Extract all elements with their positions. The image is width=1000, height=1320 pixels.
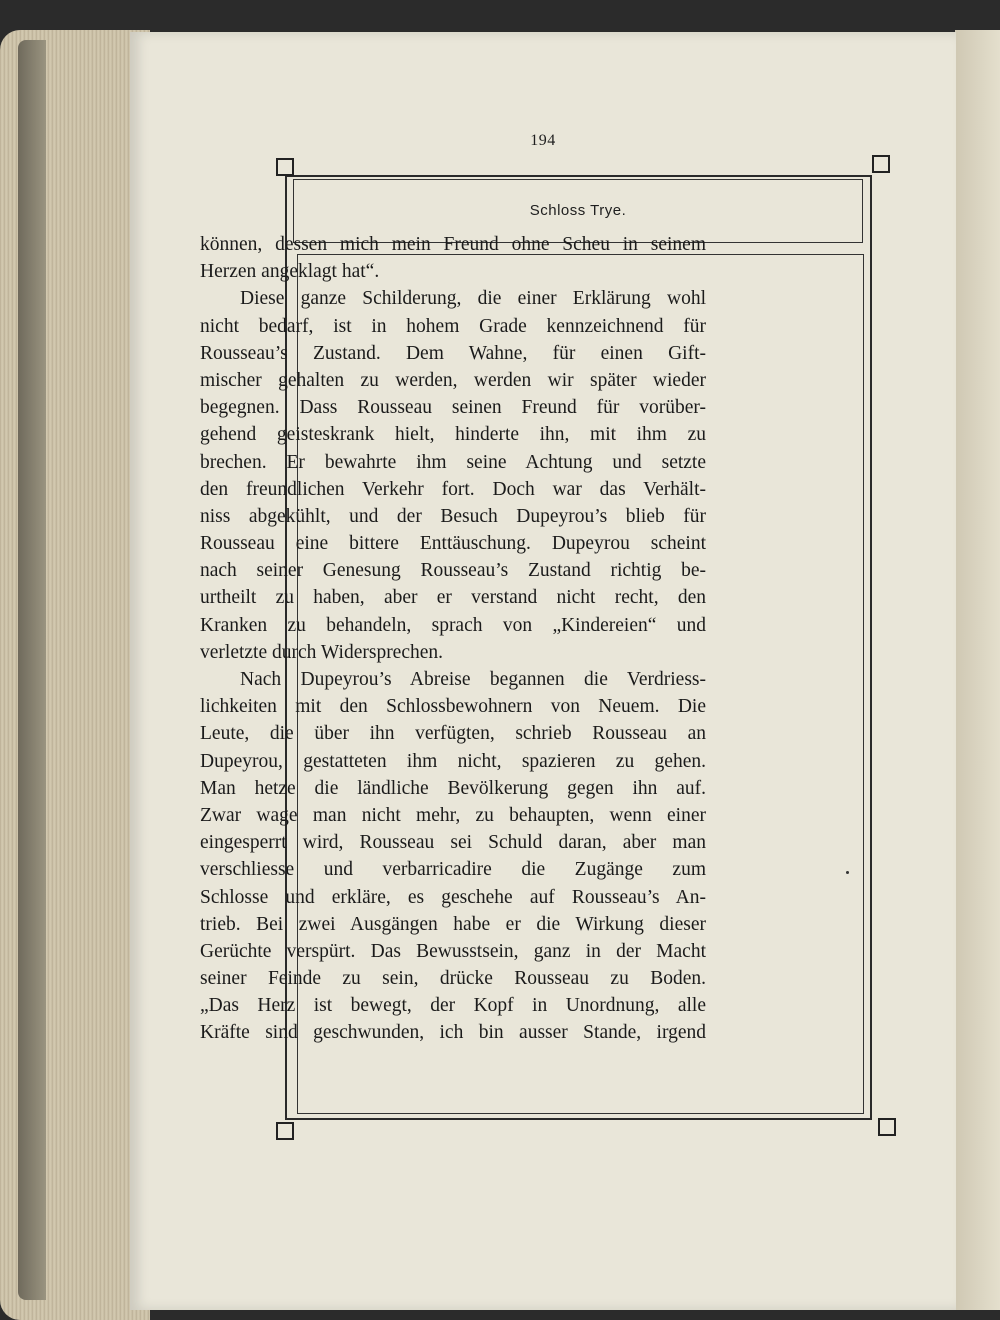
text-line: Schlosse und erkläre, es geschehe auf Rousseau’s An- [200,886,706,908]
text-line: niss abgekühlt, und der Besuch Dupeyrou’s blieb für [200,505,706,527]
text-line: Rousseau’s Zustand. Dem Wahne, für einen Gift- [200,342,706,364]
frame-corner-bottom-right [878,1118,896,1136]
text-line: urtheilt zu haben, aber er verstand nicht recht, den [200,587,706,609]
frame-top-line [285,175,872,177]
text-line: trieb. Bei zwei Ausgängen habe er die Wirkung dieser [200,913,706,935]
text-line: eingesperrt wird, Rousseau sei Schuld daran, aber man [200,832,706,854]
text-line: Man hetze die ländliche Bevölkerung gegen ihn auf. [200,777,706,799]
frame-right-line [870,175,872,1120]
page-number: 194 [530,132,556,149]
text-line: Herzen angeklagt hat“. [200,261,380,283]
text-line: mischer gehalten zu werden, werden wir später wieder [200,369,706,391]
text-line: Dupeyrou, gestatteten ihm nicht, spazieren zu gehen. [200,750,706,772]
book-spine [18,40,46,1300]
text-line: Kräfte sind geschwunden, ich bin ausser Stande, irgend [200,1022,706,1044]
adjacent-page [955,30,1000,1310]
text-line: brechen. Er bewahrte ihm seine Achtung und setzte [200,451,706,473]
text-line: Leute, die über ihn verfügten, schrieb Rousseau an [200,723,706,745]
frame-corner-top-left [276,158,294,176]
text-line: verletzte durch Widersprechen. [200,641,444,663]
frame-corner-bottom-left [276,1122,294,1140]
text-line: lichkeiten mit den Schlossbewohnern von Neuem. Die [200,696,706,718]
frame-corner-top-right [872,155,890,173]
text-line: Rousseau eine bittere Enttäuschung. Dupeyrou scheint [200,533,706,555]
text-line: „Das Herz ist bewegt, der Kopf in Unordnung, alle [200,995,706,1017]
text-line: verschliesse und verbarricadire die Zugänge zum [200,859,706,881]
body-text [200,231,706,1047]
text-line: nicht bedarf, ist in hohem Grade kennzeichnend für [200,315,706,337]
text-line: nach seiner Genesung Rousseau’s Zustand richtig be- [200,560,706,582]
ink-speck [846,871,849,874]
text-line: Diese ganze Schilderung, die einer Erklärung wohl [240,288,706,310]
text-line: gehend geisteskrank hielt, hinderte ihn, mit ihm zu [200,424,706,446]
text-line: Gerüchte verspürt. Das Bewusstsein, ganz in der Macht [200,940,706,962]
text-line: seiner Feinde zu sein, drücke Rousseau zu Boden. [200,968,706,990]
text-line: Kranken zu behandeln, sprach von „Kindereien“ und [200,614,706,636]
text-line: Zwar wage man nicht mehr, zu behaupten, wenn einer [200,804,706,826]
text-line: können, dessen mich mein Freund ohne Scheu in seinem [200,234,706,255]
text-line: begegnen. Dass Rousseau seinen Freund für vorüber- [200,397,706,419]
running-header: Schloss Trye. [529,202,627,219]
text-line: Nach Dupeyrou’s Abreise begannen die Verdriess- [240,669,706,690]
frame-bottom-line [285,1118,872,1120]
text-line: den freundlichen Verkehr fort. Doch war das Verhält- [200,478,706,500]
